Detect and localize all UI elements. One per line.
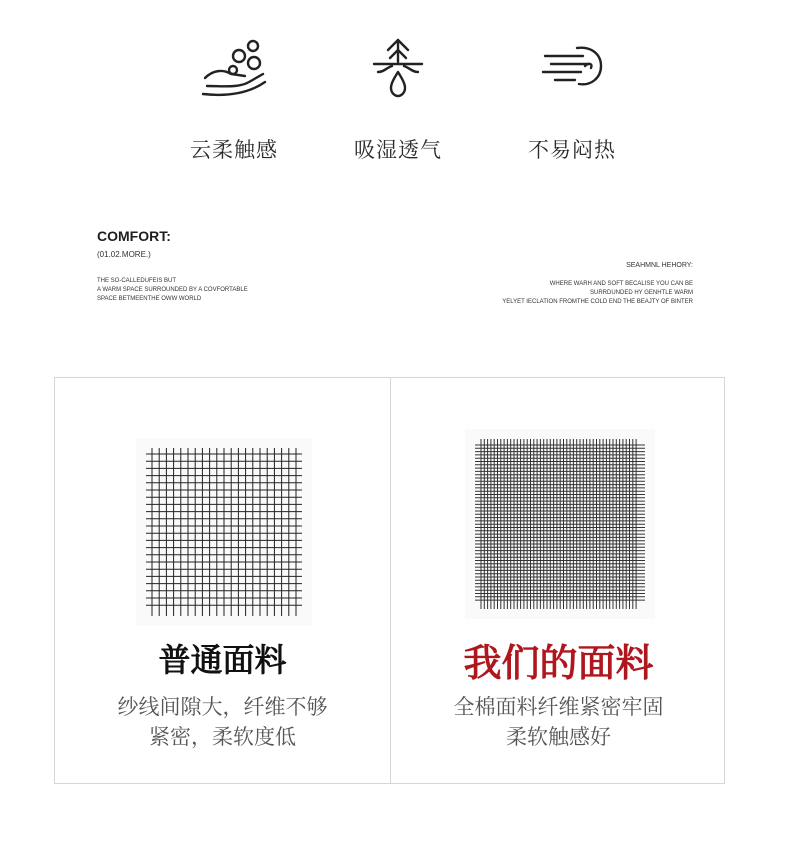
ordinary-fabric-panel [55,378,390,783]
comfort-description [97,277,357,304]
description-line: 全棉面料纤维紧密牢固 [453,695,664,719]
feature-breathable [328,36,468,164]
our-fabric-panel [391,378,726,783]
memory-line: SURRDUNDED HY GENHTLE WARM [589,290,693,296]
loose-weave-grid-image [136,438,312,626]
memory-description [413,280,693,307]
dense-weave-grid-image [465,429,655,619]
feature-label: 云柔触感 [190,138,278,162]
comfort-line: A WARM SPACE SURROUNDED BY A COVFORTABLE [97,287,248,293]
memory-line: YELYET IECLATION FROMTHE COLD END THE BEAJTY OF BINTER [502,299,693,305]
our-fabric-description [391,692,726,752]
comfort-subtitle: (01.02.MORE.) [97,250,151,259]
feature-label: 不易闷热 [528,138,616,162]
feature-row [0,0,790,180]
fabric-comparison [54,377,725,784]
comfort-title: COMFORT: [97,228,171,244]
memory-title: SEAHMNL HEHORY: [626,262,693,269]
feature-label: 吸湿透气 [354,138,442,162]
comfort-text-block [97,228,357,304]
ordinary-fabric-title: 普通面料 [158,641,287,679]
memory-text-block [413,262,693,307]
comfort-line: SPACE BETMEENTHE OWW WORLD [97,296,202,302]
description-line: 纱线间隙大，纤维不够 [117,695,328,719]
comfort-line: THE SO-CALLEDUFEIS BUT [97,278,177,284]
feature-cool [502,36,642,164]
our-fabric-title: 我们的面料 [463,641,654,685]
description-line: 柔软触感好 [506,725,611,749]
hand-bubbles-icon [199,36,269,98]
memory-line: WHERE WARH AND SOFT BECALISE YOU CAN BE [549,281,693,287]
feature-soft-touch [164,36,304,164]
airflow-icon [537,36,607,98]
moisture-drop-icon [368,36,428,98]
description-line: 紧密，柔软度低 [149,725,296,749]
ordinary-fabric-description [55,692,390,752]
